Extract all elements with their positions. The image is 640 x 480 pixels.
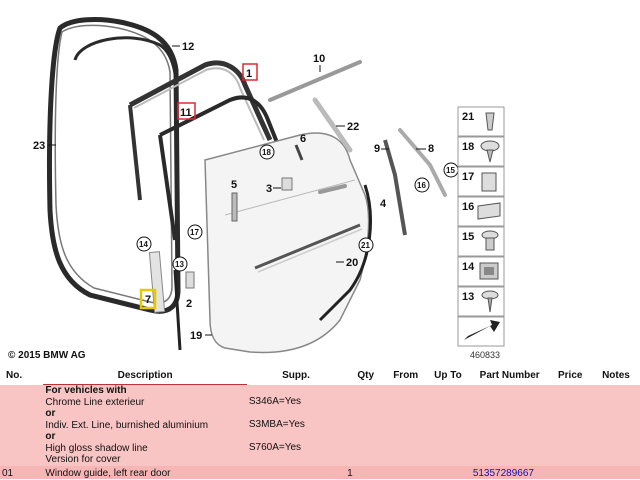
diagram-id: 460833: [470, 350, 501, 360]
parts-table: [0, 366, 640, 479]
condition-text: High gloss shadow line: [45, 442, 148, 454]
svg-text:16: 16: [462, 201, 475, 213]
svg-text:13: 13: [462, 291, 475, 303]
col-header-no: No.: [0, 366, 43, 385]
col-header-description: Description: [43, 366, 246, 385]
trim-part-7[interactable]: [149, 252, 164, 313]
circle-callout-16: [415, 178, 429, 192]
svg-text:15: 15: [446, 166, 455, 175]
door-panel[interactable]: [205, 133, 369, 353]
svg-text:9: 9: [374, 143, 381, 155]
condition-text: Version for cover: [45, 454, 121, 465]
svg-text:19: 19: [190, 330, 203, 342]
supp-code: S760A=Yes: [248, 442, 302, 453]
svg-text:21: 21: [462, 111, 475, 123]
condition-text: or: [45, 431, 56, 442]
svg-text:17: 17: [462, 171, 475, 183]
svg-text:18: 18: [262, 148, 271, 157]
part-2[interactable]: [186, 272, 194, 288]
part-supp: [247, 466, 345, 479]
col-header-part-number: Part Number: [471, 366, 549, 385]
svg-text:3: 3: [266, 183, 273, 195]
circle-callout-15: [444, 163, 458, 177]
svg-text:15: 15: [462, 231, 475, 243]
side-part-18[interactable]: [458, 137, 504, 166]
svg-text:22: 22: [347, 121, 360, 133]
part-upto: [425, 466, 471, 479]
circle-callout-18: [260, 145, 274, 159]
col-header-qty: Qty: [345, 366, 386, 385]
part-3[interactable]: [282, 178, 292, 190]
svg-text:23: 23: [33, 140, 46, 152]
part-qty: 1: [345, 466, 386, 479]
condition-text: or: [45, 408, 56, 419]
supp-code: S3MBA=Yes: [248, 419, 305, 430]
svg-text:2: 2: [186, 298, 193, 310]
svg-text:17: 17: [190, 228, 199, 237]
circle-callout-14: [137, 237, 151, 251]
svg-text:20: 20: [346, 257, 359, 269]
part-no: 01: [0, 466, 43, 479]
side-part-13[interactable]: [458, 287, 504, 316]
svg-text:6: 6: [300, 133, 307, 145]
condition-text: Chrome Line exterieur: [45, 396, 145, 408]
side-parts-panel: [458, 107, 504, 346]
svg-text:14: 14: [139, 240, 148, 249]
svg-text:21: 21: [361, 241, 370, 250]
circle-callout-17: [188, 225, 202, 239]
svg-text:12: 12: [182, 41, 195, 53]
side-part-15[interactable]: [458, 227, 504, 256]
circle-callout-13: [173, 257, 187, 271]
col-header-price: Price: [549, 366, 592, 385]
table-header: [0, 366, 640, 385]
side-part-21[interactable]: [458, 107, 504, 136]
svg-text:4: 4: [380, 198, 387, 210]
svg-text:7: 7: [145, 294, 152, 306]
svg-text:10: 10: [313, 53, 326, 65]
side-part-arrow: [458, 317, 504, 346]
svg-text:8: 8: [428, 143, 435, 155]
part-5[interactable]: [232, 193, 237, 221]
svg-text:11: 11: [180, 107, 192, 119]
svg-text:13: 13: [175, 260, 184, 269]
svg-text:1: 1: [246, 68, 253, 80]
col-header-supp: Supp.: [247, 366, 345, 385]
col-header-from: From: [386, 366, 425, 385]
supp-code: S346A=Yes: [248, 396, 302, 407]
condition-row: [0, 385, 640, 466]
svg-text:16: 16: [417, 181, 426, 190]
part-number-link[interactable]: 51357289667: [471, 466, 549, 479]
svg-text:14: 14: [462, 261, 475, 273]
side-part-17[interactable]: [458, 167, 504, 196]
copyright-text: © 2015 BMW AG: [8, 350, 86, 361]
side-part-16[interactable]: [458, 197, 504, 226]
svg-text:18: 18: [462, 141, 475, 153]
side-part-14[interactable]: [458, 257, 504, 286]
part-description: Window guide, left rear door: [43, 466, 246, 479]
part-9[interactable]: [385, 140, 405, 235]
condition-text: Indiv. Ext. Line, burnished aluminium: [45, 419, 209, 431]
strip-part-10[interactable]: [270, 62, 360, 100]
table-row[interactable]: [0, 466, 640, 479]
col-header-upto: Up To: [425, 366, 471, 385]
condition-text: For vehicles with: [45, 385, 127, 396]
seal-part-12[interactable]: [75, 38, 177, 110]
part-from: [386, 466, 425, 479]
col-header-notes: Notes: [592, 366, 640, 385]
part-notes: [592, 466, 640, 479]
part-price: [549, 466, 592, 479]
svg-text:5: 5: [231, 179, 238, 191]
circle-callout-21: [359, 238, 373, 252]
